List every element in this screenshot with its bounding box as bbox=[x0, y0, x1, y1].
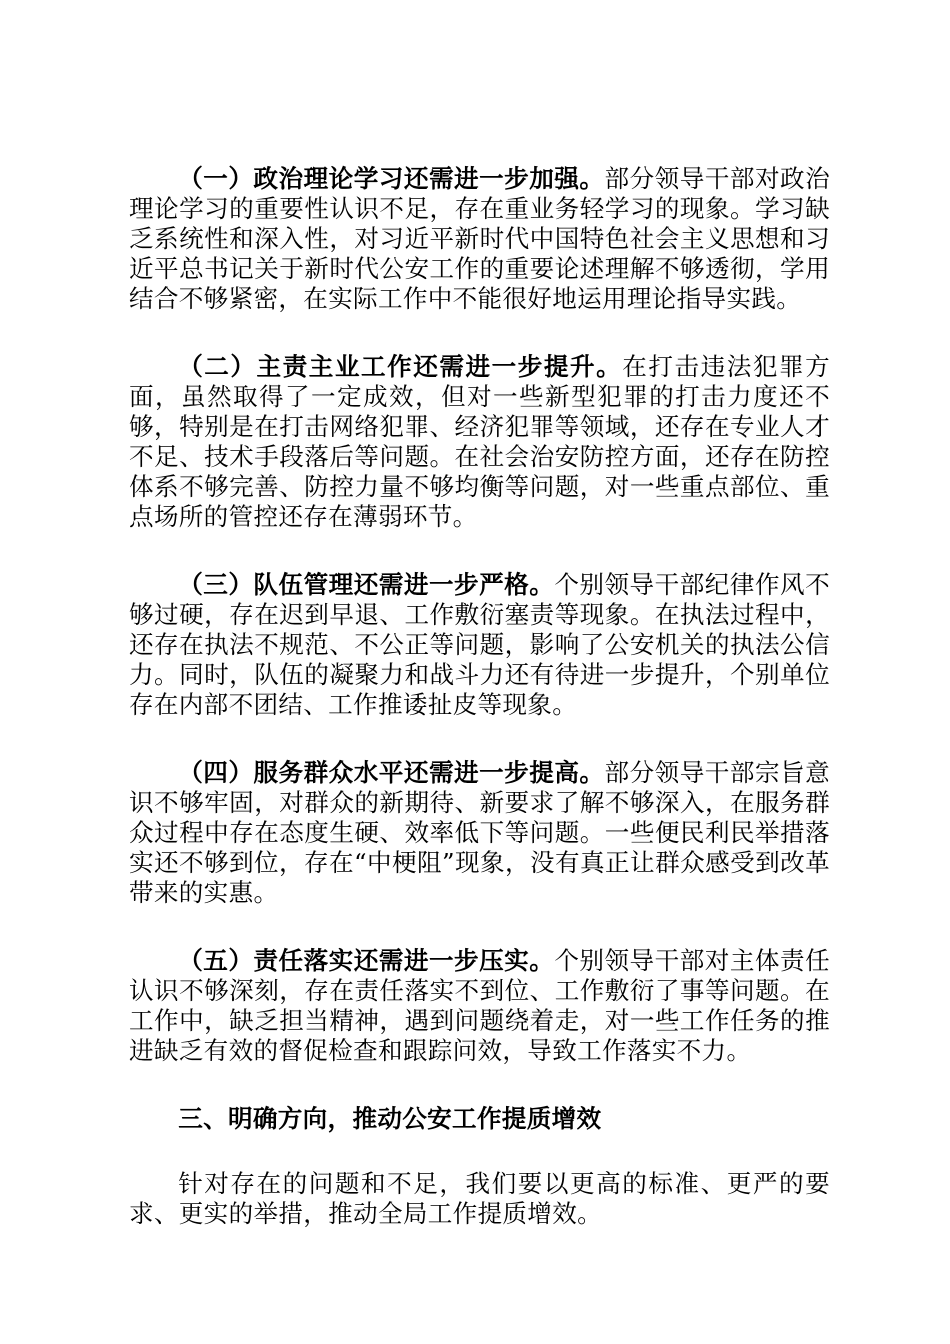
paragraph-public-service bbox=[129, 758, 830, 908]
paragraph-body: 在打击违法犯罪方面，虽然取得了一定成效，但对一些新型犯罪的打击力度还不够，特别是在打击网络犯罪、经济犯罪等领域，还存在专业人才不足、技术手段落后等问题。在社会治安防控方面，还存在防控体系不够完善、防控力量不够均衡等问题，对一些重点部位、重点场所的管控还存在薄弱环节。 bbox=[129, 352, 830, 531]
paragraph-body: 部分领导干部对政治理论学习的重要性认识不足，存在重业务轻学习的现象。学习缺乏系统性和深入性，对习近平新时代中国特色社会主义思想和习近平总书记关于新时代公安工作的重要论述理解不够透彻，学用结合不够紧密，在实际工作中不能很好地运用理论指导实践。 bbox=[129, 164, 831, 313]
paragraph-politics-study bbox=[129, 164, 830, 314]
section-heading: 三、明确方向，推动公安工作提质增效 bbox=[178, 1104, 602, 1133]
paragraph-main-duty bbox=[129, 352, 830, 532]
paragraph-body: 个别领导干部纪律作风不够过硬，存在迟到早退、工作敷衍塞责等现象。在执法过程中，还存在执法不规范、不公正等问题，影响了公安机关的执法公信力。同时，队伍的凝聚力和战斗力还有待进一步提升，个别单位存在内部不团结、工作推诿扯皮等现象。 bbox=[129, 570, 830, 719]
document-body bbox=[129, 164, 830, 1267]
paragraph-lead: （五）责任落实还需进一步压实。 bbox=[178, 946, 555, 975]
paragraph-lead: （二）主责主业工作还需进一步提升。 bbox=[178, 352, 623, 381]
paragraph-lead: （四）服务群众水平还需进一步提高。 bbox=[178, 758, 605, 787]
paragraph-lead: （一）政治理论学习还需进一步加强。 bbox=[178, 164, 605, 193]
paragraph-body: 部分领导干部宗旨意识不够牢固，对群众的新期待、新要求了解不够深入，在服务群众过程中存在态度生硬、效率低下等问题。一些便民利民举措落实还不够到位，存在“中梗阻”现象，没有真正让群众感受到改革带来的实惠。 bbox=[129, 758, 831, 907]
paragraph-team-management bbox=[129, 570, 830, 720]
paragraph-body: 个别领导干部对主体责任认识不够深刻，存在责任落实不到位、工作敷衍了事等问题。在工作中，缺乏担当精神，遇到问题绕着走，对一些工作任务的推进缺乏有效的督促检查和跟踪问效，导致工作落实不力。 bbox=[129, 946, 830, 1065]
paragraph-responsibility bbox=[129, 946, 830, 1066]
closing-paragraph: 针对存在的问题和不足，我们要以更高的标准、更严的要求、更实的举措，推动全局工作提质增效。 bbox=[129, 1169, 830, 1228]
paragraph-lead: （三）队伍管理还需进一步严格。 bbox=[178, 570, 555, 599]
